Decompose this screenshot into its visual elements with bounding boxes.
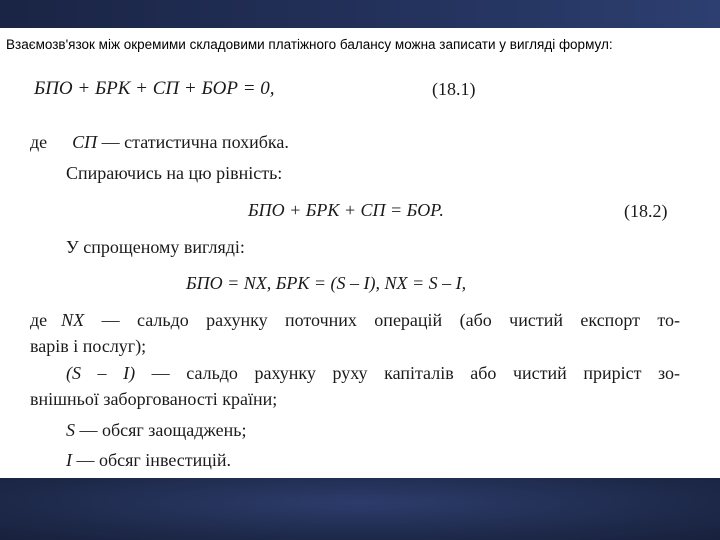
definition-text: — сальдо рахунку руху капіталів або чистий приріст зо-: [135, 363, 681, 383]
definition-text: — обсяг інвестицій.: [72, 450, 232, 470]
definition-term: (S – I): [66, 363, 136, 383]
equation-number-18-2: (18.2): [624, 201, 668, 221]
equation-18-1: БПО + БРК + СП + БОР = 0,: [34, 78, 275, 99]
bottom-banner: [0, 478, 720, 540]
equation-simplified: БПО = NX, БРК = (S – I), NX = S – I,: [186, 273, 467, 293]
definition-text: — обсяг заощаджень;: [75, 420, 247, 440]
definition-term: NX: [61, 310, 85, 330]
simplified-text: У спрощеному вигляді:: [66, 237, 245, 257]
definition-s: [66, 420, 246, 441]
definition-i: [66, 450, 231, 471]
page-heading: Взаємозв'язок між окремими складовими платіжного балансу можна записати у вигляді формул:: [6, 37, 613, 52]
definition-term: S: [66, 420, 75, 440]
document-page: [0, 28, 720, 478]
definition-term: I: [66, 450, 72, 470]
definition-nx-line2: варів і послуг);: [30, 336, 147, 356]
definition-si-line2: внішньої заборгованості країни;: [30, 389, 278, 409]
definition-si-line1: [66, 363, 680, 384]
top-banner: [0, 0, 720, 28]
definition-prefix: де: [30, 132, 48, 152]
equation-number-18-1: (18.1): [432, 79, 476, 99]
definition-text: — сальдо рахунку поточних операцій (або чистий експорт то-: [84, 310, 680, 330]
definition-nx-line1: [30, 310, 680, 331]
definition-prefix: де: [30, 310, 48, 330]
relying-text: Спираючись на цю рівність:: [66, 163, 283, 183]
definition-text: — статистична похибка.: [97, 132, 289, 152]
definition-term: СП: [72, 132, 98, 152]
equation-18-2: БПО + БРК + СП = БОР.: [248, 200, 444, 220]
definition-sp: [30, 132, 289, 153]
